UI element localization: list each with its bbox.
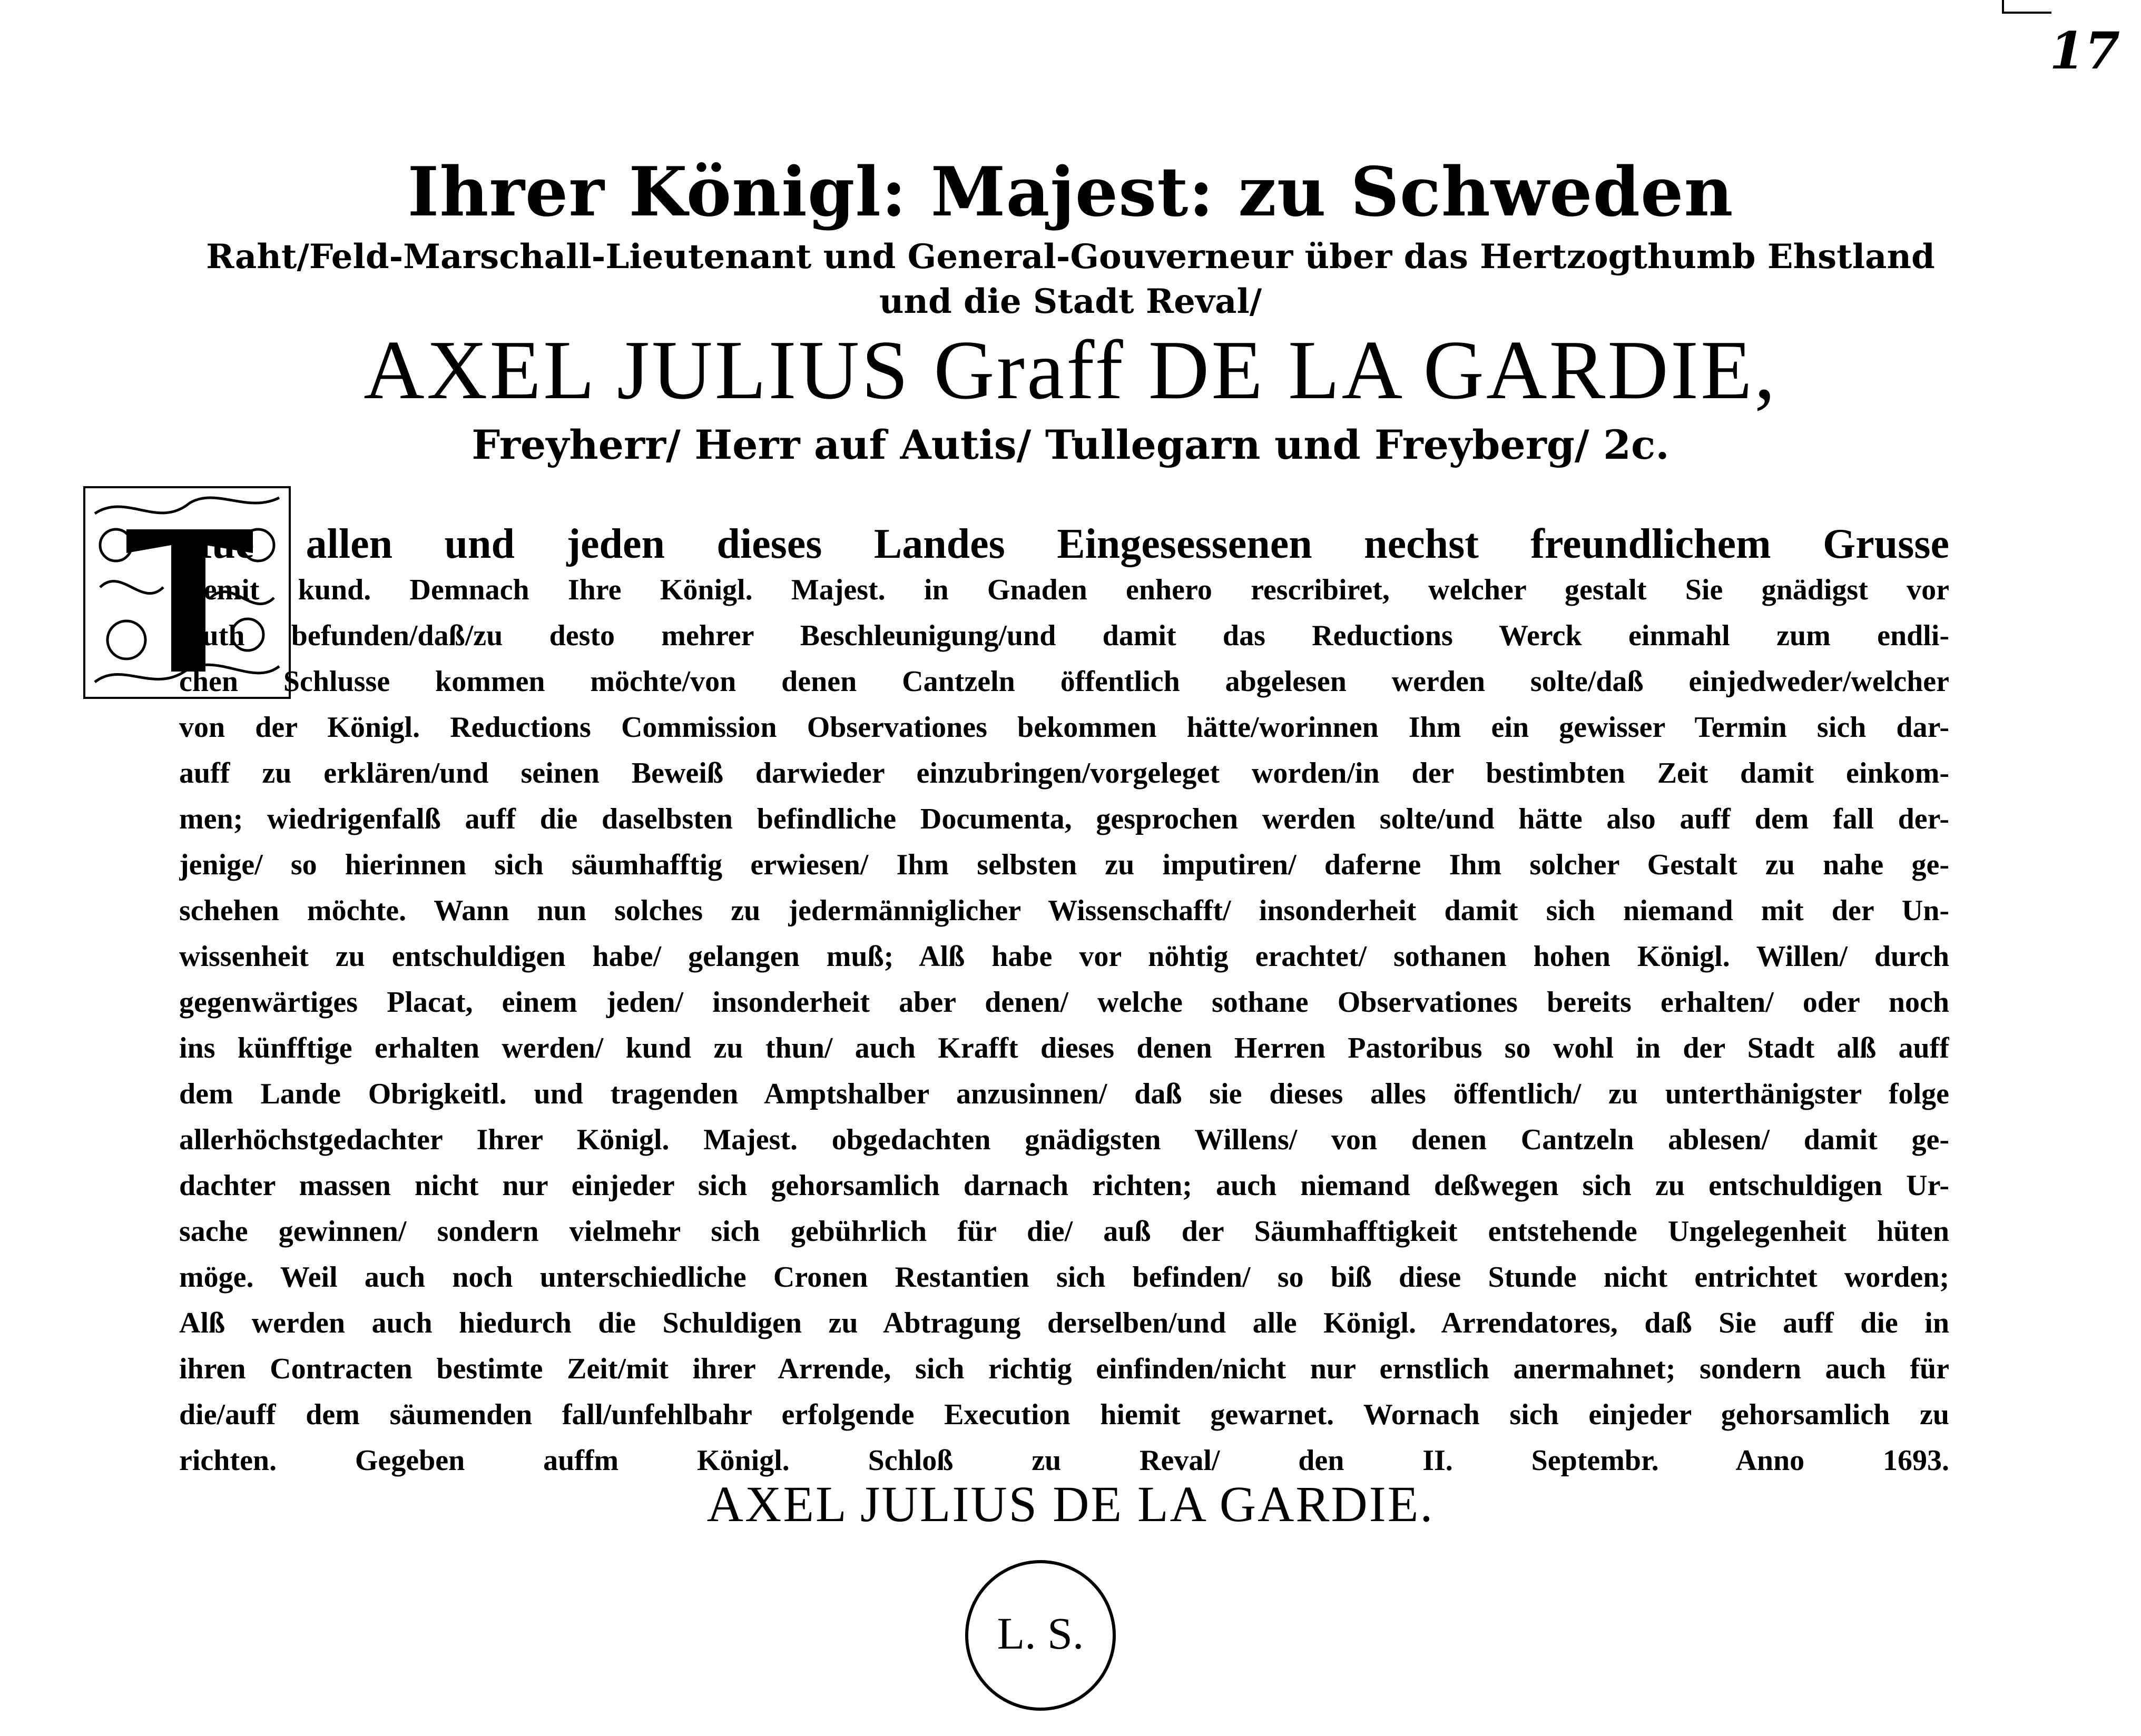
text-line: gegenwärtiges Placat, einem jeden/ insonderheit aber denen/ welche sothane Observationes bereits erhalten/ oder noch [179,986,1949,1019]
title-line-2: Raht/Feld-Marschall-Lieutenant und General-Gouverneur über das Hertzogthumb Ehstland [206,237,1935,277]
seal-stamp [961,1556,1119,1714]
text-line: Hue allen und jeden dieses Landes Eingesessenen nechst freundlichem Grusse [179,521,1949,567]
title-line-3: und die Stadt Reval/ [879,282,1262,321]
text-line: sache gewinnen/ sondern vielmehr sich gebührlich für die/ auß der Säumhafftigkeit entstehende Ungelegenheit hüten [179,1215,1949,1248]
text-line: Guth befunden/daß/zu desto mehrer Beschleunigung/und damit das Reductions Werck einmahl zum endli- [179,619,1949,652]
text-line: hiemit kund. Demnach Ihre Königl. Majest. in Gnaden enhero rescribiret, welcher gestalt Sie gnädigst vor [179,574,1949,606]
text-line: ihren Contracten bestimte Zeit/mit ihrer Arrende, sich richtig einfinden/nicht nur ernstlich anermahnet; sondern auch für [179,1353,1949,1385]
text-line: von der Königl. Reductions Commission Observationes bekommen hätte/worinnen Ihm ein gewisser Termin sich dar- [179,711,1949,744]
corner-mark [2002,0,2051,14]
text-line: die/auff dem säumenden fall/unfehlbahr erfolgende Execution hiemit gewarnet. Wornach sich einjeder gehorsamlich zu [179,1398,1949,1431]
title-line-1: Ihrer Königl: Majest: zu Schweden [407,153,1734,232]
signature: AXEL JULIUS DE LA GARDIE. [706,1476,1435,1532]
page-number: 17 [2049,21,2120,81]
text-line: auff zu erklären/und seinen Beweiß darwieder einzubringen/vorgeleget worden/in der bestimbten Zeit damit einkom- [179,757,1949,790]
text-line: allerhöchstgedachter Ihrer Königl. Majest. obgedachten gnädigsten Willens/ von denen Cantzeln ablesen/ damit ge- [179,1123,1949,1156]
text-line: wissenheit zu entschuldigen habe/ gelangen muß; Alß habe vor nöhtig erachtet/ sothanen hohen Königl. Willen/ durch [179,940,1949,973]
text-line: dem Lande Obrigkeitl. und tragenden Amptshalber anzusinnen/ daß sie dieses alles öffentlich/ zu unterthänigster folge [179,1078,1949,1110]
text-line: chen Schlusse kommen möchte/von denen Cantzeln öffentlich abgelesen werden solte/daß einjedweder/welcher [179,665,1949,698]
text-line: dachter massen nicht nur einjeder sich gehorsamlich darnach richten; auch niemand deßwegen sich zu entschuldigen Ur- [179,1169,1949,1202]
text-line: men; wiedrigenfalß auff die daselbsten befindliche Documenta, gesprochen werden solte/und hätte also auff dem fall der- [179,803,1949,835]
title-name: AXEL JULIUS Graff DE LA GARDIE, [364,323,1777,417]
text-line: schehen möchte. Wann nun solches zu jedermänniglicher Wissenschafft/ insonderheit damit sich niemand mit der Un- [179,894,1949,927]
text-line: möge. Weil auch noch unterschiedliche Cronen Restantien sich befinden/ so biß diese Stunde nicht entrichtet worden; [179,1261,1949,1294]
text-line: jenige/ so hierinnen sich säumhafftig erwiesen/ Ihm selbsten zu imputiren/ daferne Ihm solcher Gestalt zu nahe ge- [179,849,1949,881]
text-line: ins künfftige erhalten werden/ kund zu thun/ auch Krafft dieses denen Herren Pastoribus so wohl in der Stadt alß auff [179,1032,1949,1064]
proclamation-text [179,521,1949,1484]
seal-text: L. S. [997,1608,1084,1659]
text-line: richten. Gegeben auffm Königl. Schloß zu Reval/ den II. Septembr. Anno 1693. [179,1444,1949,1477]
text-line: Alß werden auch hiedurch die Schuldigen zu Abtragung derselben/und alle Königl. Arrendatores, daß Sie auff die in [179,1307,1949,1339]
title-line-5: Freyherr/ Herr auf Autis/ Tullegarn und Freyberg/ 2c. [472,421,1669,468]
